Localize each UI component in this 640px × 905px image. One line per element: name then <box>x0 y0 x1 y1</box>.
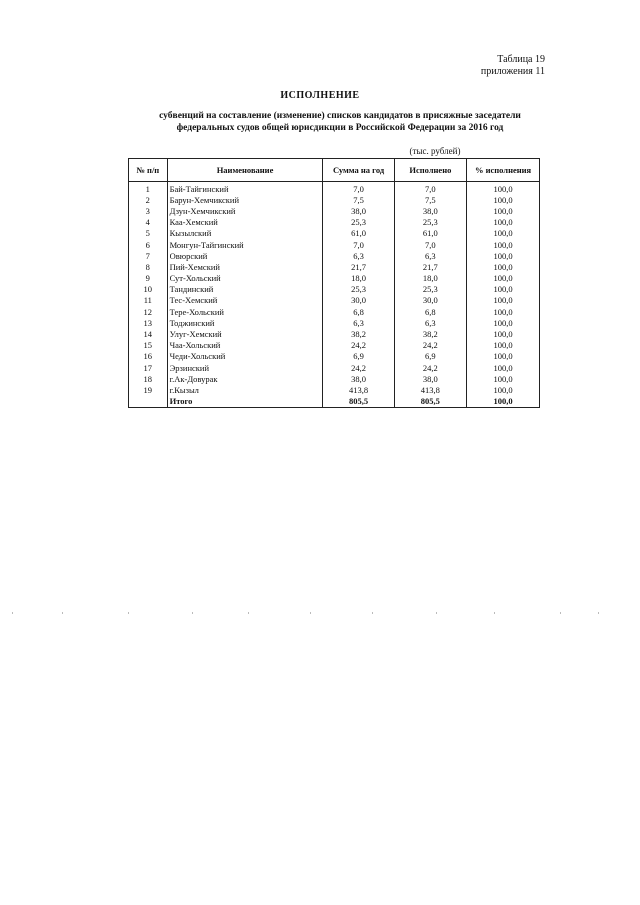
cell-executed: 38,2 <box>394 328 467 339</box>
total-cell-annual-sum: 805,5 <box>323 396 394 408</box>
cell-name: г.Кызыл <box>167 384 323 395</box>
table-row <box>129 351 540 362</box>
table-body <box>129 182 540 408</box>
cell-name: Тес-Хемский <box>167 295 323 306</box>
cell-executed: 21,7 <box>394 261 467 272</box>
cell-percent: 100,0 <box>467 351 540 362</box>
cell-number: 10 <box>129 284 168 295</box>
cell-name: Сут-Хольский <box>167 273 323 284</box>
cell-annual-sum: 7,5 <box>323 194 394 205</box>
cell-name: Монгун-Тайгинский <box>167 239 323 250</box>
cell-annual-sum: 38,0 <box>323 373 394 384</box>
cell-annual-sum: 24,2 <box>323 340 394 351</box>
cell-executed: 24,2 <box>394 362 467 373</box>
cell-percent: 100,0 <box>467 205 540 216</box>
table-row <box>129 228 540 239</box>
table-row <box>129 284 540 295</box>
cell-annual-sum: 25,3 <box>323 284 394 295</box>
cell-annual-sum: 38,2 <box>323 328 394 339</box>
units-note: (тыс. рублей) <box>409 146 461 156</box>
cell-annual-sum: 21,7 <box>323 261 394 272</box>
cell-annual-sum: 61,0 <box>323 228 394 239</box>
table-row <box>129 217 540 228</box>
cell-name: Эрзинский <box>167 362 323 373</box>
cell-name: Тандинский <box>167 284 323 295</box>
table-row <box>129 306 540 317</box>
total-cell-percent: 100,0 <box>467 396 540 408</box>
cell-percent: 100,0 <box>467 182 540 195</box>
table-row <box>129 261 540 272</box>
cell-executed: 413,8 <box>394 384 467 395</box>
column-header-percent: % исполнения <box>467 159 540 182</box>
cell-annual-sum: 6,9 <box>323 351 394 362</box>
cell-executed: 6,3 <box>394 317 467 328</box>
total-cell-name: Итого <box>167 396 323 408</box>
table-row <box>129 340 540 351</box>
cell-number: 14 <box>129 328 168 339</box>
table-row <box>129 194 540 205</box>
cell-annual-sum: 6,3 <box>323 317 394 328</box>
subtitle-line-2: федеральных судов общей юрисдикции в Российской Федерации за 2016 год <box>176 123 504 133</box>
cell-number: 15 <box>129 340 168 351</box>
cell-executed: 25,3 <box>394 217 467 228</box>
cell-annual-sum: 7,0 <box>323 182 394 195</box>
cell-percent: 100,0 <box>467 306 540 317</box>
cell-number: 16 <box>129 351 168 362</box>
document-title: ИСПОЛНЕНИЕ <box>280 90 360 101</box>
column-header-number: № п/п <box>129 159 168 182</box>
cell-name: Каа-Хемский <box>167 217 323 228</box>
cell-name: Дзун-Хемчикский <box>167 205 323 216</box>
column-header-annual-sum: Сумма на год <box>323 159 394 182</box>
cell-executed: 7,0 <box>394 182 467 195</box>
cell-executed: 61,0 <box>394 228 467 239</box>
cell-executed: 6,3 <box>394 250 467 261</box>
cell-number: 5 <box>129 228 168 239</box>
cell-percent: 100,0 <box>467 273 540 284</box>
cell-name: Улуг-Хемский <box>167 328 323 339</box>
cell-number: 18 <box>129 373 168 384</box>
cell-percent: 100,0 <box>467 217 540 228</box>
cell-annual-sum: 413,8 <box>323 384 394 395</box>
scan-artifact-dots <box>0 612 640 616</box>
cell-name: Тоджинский <box>167 317 323 328</box>
cell-percent: 100,0 <box>467 317 540 328</box>
table-row <box>129 273 540 284</box>
cell-name: Овюрский <box>167 250 323 261</box>
table-row <box>129 362 540 373</box>
table-total-row <box>129 396 540 408</box>
cell-number: 19 <box>129 384 168 395</box>
subtitle-line-1: субвенций на составление (изменение) списков кандидатов в присяжные заседатели <box>159 111 521 121</box>
table-row <box>129 239 540 250</box>
cell-name: Барун-Хемчикский <box>167 194 323 205</box>
cell-percent: 100,0 <box>467 250 540 261</box>
document-subtitle <box>130 110 550 134</box>
table-row <box>129 250 540 261</box>
cell-name: Кызылский <box>167 228 323 239</box>
cell-number: 17 <box>129 362 168 373</box>
cell-number: 7 <box>129 250 168 261</box>
cell-executed: 7,0 <box>394 239 467 250</box>
table-row <box>129 328 540 339</box>
total-cell-executed: 805,5 <box>394 396 467 408</box>
cell-executed: 30,0 <box>394 295 467 306</box>
cell-annual-sum: 38,0 <box>323 205 394 216</box>
cell-number: 12 <box>129 306 168 317</box>
cell-number: 1 <box>129 182 168 195</box>
cell-percent: 100,0 <box>467 261 540 272</box>
cell-number: 13 <box>129 317 168 328</box>
cell-executed: 7,5 <box>394 194 467 205</box>
cell-executed: 6,8 <box>394 306 467 317</box>
appendix-label: приложения 11 <box>480 66 545 77</box>
cell-name: Пий-Хемский <box>167 261 323 272</box>
cell-executed: 25,3 <box>394 284 467 295</box>
cell-number: 4 <box>129 217 168 228</box>
table-row <box>129 373 540 384</box>
cell-number: 3 <box>129 205 168 216</box>
cell-name: Чаа-Хольский <box>167 340 323 351</box>
cell-executed: 6,9 <box>394 351 467 362</box>
cell-number: 8 <box>129 261 168 272</box>
table-number-label: Таблица 19 <box>497 54 545 65</box>
cell-name: г.Ак-Довурак <box>167 373 323 384</box>
cell-percent: 100,0 <box>467 373 540 384</box>
table-row <box>129 205 540 216</box>
table-row <box>129 317 540 328</box>
cell-percent: 100,0 <box>467 340 540 351</box>
table-header-row <box>129 159 540 182</box>
cell-annual-sum: 6,8 <box>323 306 394 317</box>
cell-percent: 100,0 <box>467 194 540 205</box>
cell-percent: 100,0 <box>467 328 540 339</box>
table-row <box>129 384 540 395</box>
cell-annual-sum: 18,0 <box>323 273 394 284</box>
cell-executed: 18,0 <box>394 273 467 284</box>
cell-number: 9 <box>129 273 168 284</box>
column-header-name: Наименование <box>167 159 323 182</box>
column-header-executed: Исполнено <box>394 159 467 182</box>
cell-executed: 24,2 <box>394 340 467 351</box>
table-row <box>129 295 540 306</box>
cell-percent: 100,0 <box>467 228 540 239</box>
cell-number: 2 <box>129 194 168 205</box>
cell-annual-sum: 24,2 <box>323 362 394 373</box>
cell-annual-sum: 30,0 <box>323 295 394 306</box>
execution-table <box>128 158 540 408</box>
cell-annual-sum: 7,0 <box>323 239 394 250</box>
cell-percent: 100,0 <box>467 295 540 306</box>
cell-annual-sum: 25,3 <box>323 217 394 228</box>
total-cell-number <box>129 396 168 408</box>
cell-executed: 38,0 <box>394 205 467 216</box>
cell-percent: 100,0 <box>467 284 540 295</box>
cell-annual-sum: 6,3 <box>323 250 394 261</box>
cell-percent: 100,0 <box>467 239 540 250</box>
cell-number: 11 <box>129 295 168 306</box>
cell-name: Тере-Хольский <box>167 306 323 317</box>
cell-name: Бай-Тайгинский <box>167 182 323 195</box>
cell-executed: 38,0 <box>394 373 467 384</box>
table-row <box>129 182 540 195</box>
cell-percent: 100,0 <box>467 384 540 395</box>
table-reference <box>481 54 545 78</box>
cell-percent: 100,0 <box>467 362 540 373</box>
cell-number: 6 <box>129 239 168 250</box>
cell-name: Чеди-Хольский <box>167 351 323 362</box>
